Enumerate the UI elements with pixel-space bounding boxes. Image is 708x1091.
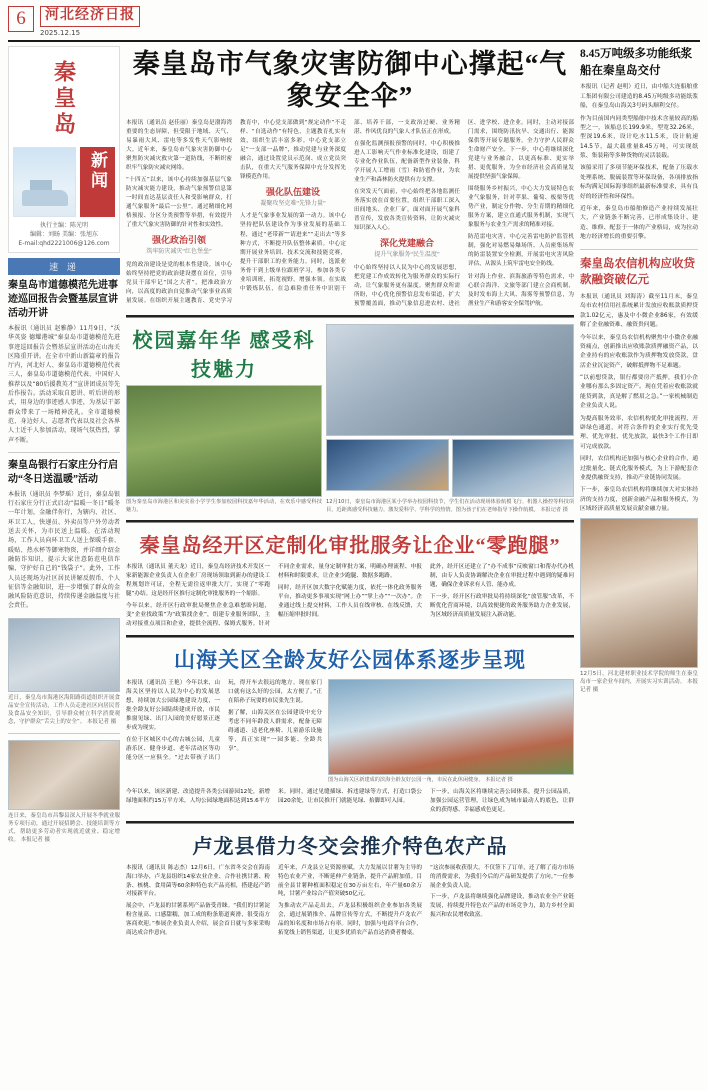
photo-caption: 图为秦皇岛市海港区和美实验小学学生参加校园科技嘉年华活动，在欢乐中感受科技魅力。 — [126, 498, 322, 513]
divider — [8, 733, 120, 734]
paragraph: 下一步，山海关区将继续完善公园体系，提升公园品质，加强公园运营管理，让绿色成为城市最动人的底色，让群众的获得感、幸福感成色更足。 — [430, 788, 574, 813]
paragraph: 今年以来，经开区行政审批局聚焦企业急难愁盼问题，变“企业找政策”为“政策找企业”，组建专业服务团队，主动对接重点项目和企业，提供全流程、保姆式服务。针对不同企业需求，量身定制审批方案，明确办理流程、申报材料和时限要求，让企业少跑腿、数据多跑路。 — [126, 564, 422, 628]
right-column — [580, 46, 698, 1086]
brief-title: 秦皇岛银行石家庄分行启动“冬日送温暖”活动 — [8, 459, 118, 485]
paragraph: 中心始终坚持以人民为中心的发展思想，把党建工作成效转化为服务群众的实际行动，让气象服务更有温度。聚焦群众所需所盼，中心优化预警信息发布渠道，扩大预警覆盖面，推动气象信息进农村、进社区、进学校、进企业。同时，主动对接部门需求，围绕防汛抗旱、交通出行、能源保供等开展专题服务，全力守护人民群众生命财产安全。下一步，中心将继续深化党建与业务融合，以更高标准、更实举措、更优服务，为全市经济社会高质量发展提供坚强气象保障。 — [354, 119, 574, 307]
brand-title: 秦皇岛 — [51, 60, 77, 138]
shanhaiguan-headline: 山海关区全龄友好公园体系逐步呈现 — [174, 648, 526, 673]
paragraph: 本报讯（通讯员 董天龙）近日，秦皇岛经济技术开发区一家新能源企业负责人在企业厂房现场领取到新办的建设工程规划许可证，全程无需往返审批大厅，实现了“零跑腿”办结。这是经开区推行定制化审批服务的一个缩影。 — [126, 564, 270, 598]
photo-community — [8, 618, 120, 692]
credit-line-1: 执行主编：陈光明 — [39, 222, 88, 229]
subhead-title: 强化队伍建设 — [265, 187, 320, 198]
photo-science-lab — [452, 439, 575, 497]
paper-name: 河北经济日报 — [40, 6, 140, 27]
subhead — [240, 185, 346, 209]
paragraph: 同时，农信机构还加强与核心企业的合作，通过批量化、链式化服务模式，为上下游配套企业提供融资支持，推动产业链协同发展。 — [580, 456, 698, 481]
subhead-sub: 凝聚攻坚克难“先锋力量” — [260, 200, 326, 207]
section-divider — [126, 315, 574, 318]
right-article2-headline: 秦皇岛农信机构应收贷款融资破亿元 — [580, 257, 695, 287]
subhead — [126, 233, 232, 257]
paragraph: “以前想贷款，银行都要房产抵押，我们小企业哪有那么多固定资产。现在凭着应收账款就能贷到款，真是解了燃眉之急。”一家机械制造企业负责人说。 — [580, 375, 698, 410]
campus-feature — [126, 324, 574, 515]
paragraph: 党的政治建设是党的根本性建设。该中心始终坚持把党的政治建设摆在首位，引导党员干部牢记“国之大者”，把准政治方向，以高度的政治自觉推动气象事业高质量发展。在组织开展主题教育、党史学习教育中，中心党支部做到“规定动作”不走样、“自选动作”有特色，主题教育扎实有效，组织生活丰富多彩。中心党支部立足“一支部一品牌”，推动党建与业务深度融合，通过设置党员示范岗、成立党员突击队，在重大天气服务保障中充分发挥先锋模范作用。 — [126, 119, 346, 304]
lulong-body — [126, 864, 574, 939]
paragraph: 针对海上作业、滨海旅游等特色需求，中心联合海洋、文旅等部门建立会商机制，及时发布海上大风、海雾等预警信息，为渔业生产和游客安全保驾护航。 — [468, 273, 574, 307]
paragraph: 在突发天气面前，中心始终把各地监测任务落实放在首要位置，组织干部职工深入田间地头、企业厂矿，面对面开展气象科普宣传，发放各类宣传资料，让防灾减灾知识深入人心。 — [354, 189, 460, 232]
paragraph: 近年来，秦皇岛市船舶修造产业持续发展壮大，产业链条不断完善，已形成集设计、建造、维修、配套于一体的产业格局，成为拉动地方经济增长的重要引擎。 — [580, 206, 698, 241]
brief-text: 本报讯（通讯员 李梦瑶）近日，秦皇岛银行石家庄分行正式启动“温暖一冬日”暖冬一年计划，金融伴你行，为辖内、社区、环卫工人、快递员、外卖员等户外劳动者送去关怀，为市民送上温暖。在活动现场，工作人员向环卫工人送上保暖手套、暖贴、热水杯等御寒物资，并详细介绍金融防诈知识，提示大家注意防范电信诈骗，守护好自己的“钱袋子”。此外，工作人员还现场为社区居民讲解反假币、个人征信等金融知识，进一步增强了群众的金融风险防范意识，持续传递金融温度与社会责任。 — [8, 490, 120, 610]
shanhaiguan-photo-block — [328, 679, 574, 785]
photo-caption: 近日，秦皇岛市海港区海阳路街道组织开展食品安全宣传活动，工作人员走进社区向居民普及食品安全知识，引导群众树立科学消费观念，守护群众“舌尖上的安全”。 本报记者 摄 — [8, 694, 120, 726]
paragraph: 本报讯（记者 赵明）近日，由中船大连船舶重工集团有限公司建造的8.45万吨级多功能纸浆船，在秦皇岛山海关3号码头顺利交付。 — [580, 84, 698, 110]
subhead-title: 深化党建融合 — [379, 238, 434, 249]
brief-item — [8, 279, 120, 445]
page-grid — [8, 46, 700, 1086]
brand-illustration — [13, 147, 76, 217]
paragraph: 下一步，秦皇岛农信机构将继续加大对实体经济的支持力度，创新金融产品和服务模式，为区域经济高质量发展贡献金融力量。 — [580, 487, 698, 513]
photo-caption: 12月5日，河北建材职业技术学院的师生在秦皇岛市一家企业车间内，开展实习实训活动。 本报记者 摄 — [580, 670, 698, 694]
brand-news-label: 新闻 — [80, 147, 115, 217]
credit-line-3: E-mail:qhd2221006@126.com — [18, 240, 110, 247]
paragraph: 在强化监测预报预警的同时，中心积极推进人工影响天气作业标准化建设，组建了专业化作业队伍，配备新型作业装备，科学开展人工增雨（雪）和防雹作业，为农业生产和森林防火提供有力支撑。 — [354, 140, 460, 184]
photo-caption: 图为山海关区新建成的滨海全龄友好公园一角，市民在此休闲健身。 本报记者 摄 — [328, 777, 513, 784]
paragraph: 据了解，山海关区在公园建设中充分考虑不同年龄段人群需求，配备无障碍通道、适老化座椅、儿童游乐设施等，真正实现“一园多能、全龄共享”。 — [228, 709, 322, 752]
section-divider — [126, 520, 574, 523]
subhead-title: 强化政治引领 — [151, 235, 206, 246]
subhead-sub: 筑牢防灾减灾“红色堡垒” — [146, 248, 212, 255]
shanhaiguan-text-left — [126, 679, 322, 785]
brand-row — [13, 147, 115, 217]
paragraph: 在位于区城区中心的古城公园，儿童游乐区、健身步道、老年活动区等功能分区一应俱全。“过去带孩子出门玩，得开车去很远的地方。现在家门口就有这么好的公园，太方便了。”正在陪孙子玩耍的市民张先生说。 — [126, 680, 322, 761]
paragraph: 近年来，卢龙县立足资源禀赋，大力发展以甘薯为主导的特色农业产业，不断延伸产业链条，提升产品附加值。目前全县甘薯种植面积稳定在30万亩左右，年产量60余万吨，甘薯产业综合产值突破50亿元。 — [278, 864, 422, 898]
photo-coastal-park — [328, 679, 574, 775]
paragraph: 今年以来，该区新建、改造提升各类公园游园12处，新增绿地面积约15万平方米，人均公园绿地面积达到15.6平方米。同时，通过见缝插绿、拆违建绿等方式，打造口袋公园20余处，让市民推开门就能见绿、抬脚即可入园。 — [126, 788, 422, 804]
page-number: 6 — [8, 6, 34, 32]
right-article1-body — [580, 83, 698, 242]
campus-feature-right — [326, 324, 574, 515]
paragraph: 下一步，经开区行政审批局将持续深化“放管服”改革，不断优化营商环境，以高效便捷的政务服务助力企业发展，为区域经济高质量发展注入新动能。 — [430, 594, 574, 619]
shanhaiguan-top — [126, 679, 574, 785]
photo-balloon-release — [326, 324, 574, 436]
brief-title: 秦皇岛市道德模范先进事迹巡回报告会暨基层宣讲活动开讲 — [8, 280, 118, 319]
paragraph: 防范雷电灾害，中心完善雷电防护监管机制，强化对易燃易爆场所、人员密集场所的防雷装置安全检测，开展雷电灾害风险评估，从源头上筑牢雷电安全防线。 — [468, 234, 574, 268]
paragraph: 为提高服务效率，农信机构优化审批流程，开辟绿色通道，对符合条件的企业实行优先受理、优先审批、优先放款，最快3个工作日即可完成放款。 — [580, 415, 698, 450]
brief-text: 本报讯（通讯员 赵雅静）11月9日，“沃华英姿 德耀港城”秦皇岛市道德模范先进事迹巡回报告会暨基层宣讲活动在山海关区隆重开讲。在全市中新山新篇章的报告厅内，河北好人、秦皇岛市道德模范代表三人，秦皇岛市道德模范代表、中国好人推荐以及“80后援教英才”宣讲团成员等先后作报告。活动采取自愿讲、听后讲的形式，用身边的事迹感人事迹，为基层干部群众带来了一场精神洗礼。全市道德模范、身边好人、志愿者代表以及社会各界人士近千人参加活动，现场气氛热烈，掌声不断。 — [8, 325, 120, 444]
paragraph: 展会中，卢龙县的甘薯系列产品备受青睐。“我们的甘薯淀粉含量高、口感甜糯，加工成的粉条筋道爽滑，很受南方客商欢迎。”参展企业负责人介绍，展会首日就与多家采购商达成合作意向。 — [126, 903, 270, 937]
paragraph: “这次参展收获很大，不仅签下了订单，还了解了南方市场的消费需求，为我们今后的产品研发提供了方向。”一位参展企业负责人说。 — [430, 864, 574, 889]
paragraph: 人才是气象事业发展的第一动力。该中心坚持把队伍建设作为事业发展的基础工程，通过“老带新”“请进来”“走出去”等多种方式，不断提升队伍整体素质。中心定期开展业务培训、技术交流和技能竞赛，提升干部职工的业务能力。同时，选派业务骨干到上级单位跟班学习，参加各类专业培训班，拓宽视野，增强本领。在实战中锻炼队伍，在急难险重任务中识别干部、培养干部，一支政治过硬、业务精湛、作风优良的气象人才队伍正在形成。 — [240, 119, 460, 292]
brand-block — [8, 46, 120, 253]
lulong-headline: 卢龙县借力冬交会推介特色农产品 — [192, 835, 508, 858]
credit-lines — [13, 221, 115, 248]
photo-students-running — [126, 385, 322, 497]
paragraph: 此外，经开区还建立了“办不成事”反映窗口和帮办代办机制，由专人负责协调解决企业在审批过程中遇到的疑难问题，确保企业诉求有人管、能办成。 — [430, 564, 574, 589]
paragraph: 下一步，卢龙县将继续强化品牌建设，推动农业全产业链发展，持续提升特色农产品的市场竞争力，助力乡村全面振兴和农民增收致富。 — [430, 894, 574, 919]
main-article-body — [126, 119, 574, 309]
paragraph: 围绕服务乡村振兴，中心大力发展特色农业气象服务，针对苹果、葡萄、板栗等优势产业，制定分作物、分生育期的精细化服务方案，建立直通式服务机制，实现气象服务与农业生产需求的精准对接。 — [468, 186, 574, 229]
kfq-body — [126, 563, 574, 629]
paragraph: 本报讯（通讯员 赵佳丽）秦皇岛是渤海湾重要的生态屏障，但受限于地域、天气、易暴雨大风、雷电等多发性天气影响较大。近年来，秦皇岛市气象灾害防御中心聚焦防灾减灾救灾第一道防线，不断织密织牢气象防灾减灾网络。 — [126, 119, 232, 172]
section-divider — [126, 821, 574, 824]
paragraph: 今年以来，秦皇岛农信机构聚焦中小微企业融资痛点，创新推出应收账款质押融资产品，以企业持有的应收账款作为质押物发放贷款，盘活企业沉淀资产，破解抵押物不足难题。 — [580, 334, 698, 369]
photo-factory-visit — [580, 518, 698, 668]
main-headline: 秦皇岛市气象灾害防御中心撑起“气象安全伞” — [132, 49, 568, 112]
middle-column — [126, 46, 574, 1086]
photo-caption: 12月10日，秦皇岛市海港区某小学举办校园科技节，学生们在活动现场体验航模飞行、机器人操控等科技项目，近距离感受科技魅力，激发爱科学、学科学的热情。图为孩子们在老师指导下操作航模。 本报记者 摄 — [326, 498, 574, 513]
paragraph: “十四五”以来，该中心持续加强基层气象防灾减灾能力建设，推动气象预警信息第一时间直达基层责任人和受影响群众，打通气象服务“最后一公里”。通过精细化网格预报、分区分类预警等举措，有效提升了重大气象灾害防御的针对性和实效性。 — [126, 177, 232, 229]
photo-kids-activity — [326, 439, 449, 491]
masthead — [8, 6, 700, 42]
right-article2-body — [580, 293, 698, 515]
photo-caption: 连日来，秦皇岛市昌黎县深入开展冬季就业服务专项行动，通过开展招聘会、技能培训等方式，帮助更多劳动者实现就近就业、稳定增收。 本报记者 摄 — [8, 812, 120, 844]
section-divider — [126, 635, 574, 638]
credit-line-2: 编辑：刘旸 美编：张旭东 — [30, 231, 98, 238]
brief-item — [8, 459, 120, 611]
kfq-headline: 秦皇岛经开区定制化审批服务让企业“零跑腿” — [139, 535, 561, 558]
subhead-sub: 提升气象服务“民生温度” — [374, 251, 440, 258]
paragraph: 本报讯（通讯员 王艳）今年以来，山海关区坚持以人民为中心的发展思想，持续加大公园绿地建设力度，一批全龄友好公园陆续建成开放，市民推窗见绿、出门入园的美好愿景正逐步成为现实。 — [126, 680, 220, 731]
photo-job-fair — [8, 740, 120, 810]
subhead — [354, 236, 460, 260]
masthead-identity — [40, 6, 140, 37]
campus-feature-title: 校园嘉年华 感受科技魅力 — [132, 329, 316, 381]
divider — [580, 249, 698, 250]
paper-date: 2025.12.15 — [40, 28, 81, 37]
paragraph: 同时，经开区加大数字化赋能力度，依托一体化政务服务平台，推动更多事项实现“网上办”“掌上办”“一次办”。企业通过线上提交材料，工作人员在线审核、在线反馈，大幅压缩审批时间。 — [278, 585, 422, 619]
right-article1-headline: 8.45万吨级多功能纸浆船在秦皇岛交付 — [580, 48, 693, 77]
shanhaiguan-body — [126, 788, 574, 815]
left-column — [8, 46, 120, 1086]
paragraph: 本报讯（通讯员 陈志杰）12月6日，广东省冬交会在海南海口举办，卢龙县组织14家农业企业、合作社携甘薯、粉条、核桃、食用菌等60余种特色农产品亮相，搭建起产销对接新平台。 — [126, 864, 270, 898]
paragraph: 为推动农产品走出去，卢龙县积极组织企业参加各类展会，通过展销推介、品牌宣传等方式，不断提升卢龙农产品的知名度和市场占有率。同时，加强与电商平台合作，拓宽线上销售渠道，让更多优质农产品直达消费者餐桌。 — [278, 903, 422, 937]
campus-photo-row — [326, 439, 574, 497]
paragraph: 本报讯（通讯员 刘海涛）截至11月末，秦皇岛市农村信用社系统累计发放应收账款质押贷款1.02亿元，惠及中小微企业86家，有效缓解了企业融资难、融资贵问题。 — [580, 293, 698, 329]
paragraph: 该船采用了多项节能环保技术，配备了压载水处理系统、脱硫装置等环保设备，各项排放指标均满足国际海事组织最新标准要求，具有良好的经济性和环保性。 — [580, 165, 698, 200]
paragraph: 作为目前国内同类型船舶中技术含量较高的船型之一，该船总长199.9米，型宽32.26米，型深19.6米，设计吃水11.5米，设计航速14.5节，最大载重量8.45万吨，可实现纸浆、集装箱等多种货物的灵活装载。 — [580, 115, 698, 160]
section-tag: 速 递 — [8, 258, 120, 275]
divider — [8, 452, 120, 453]
campus-feature-left — [126, 324, 322, 515]
